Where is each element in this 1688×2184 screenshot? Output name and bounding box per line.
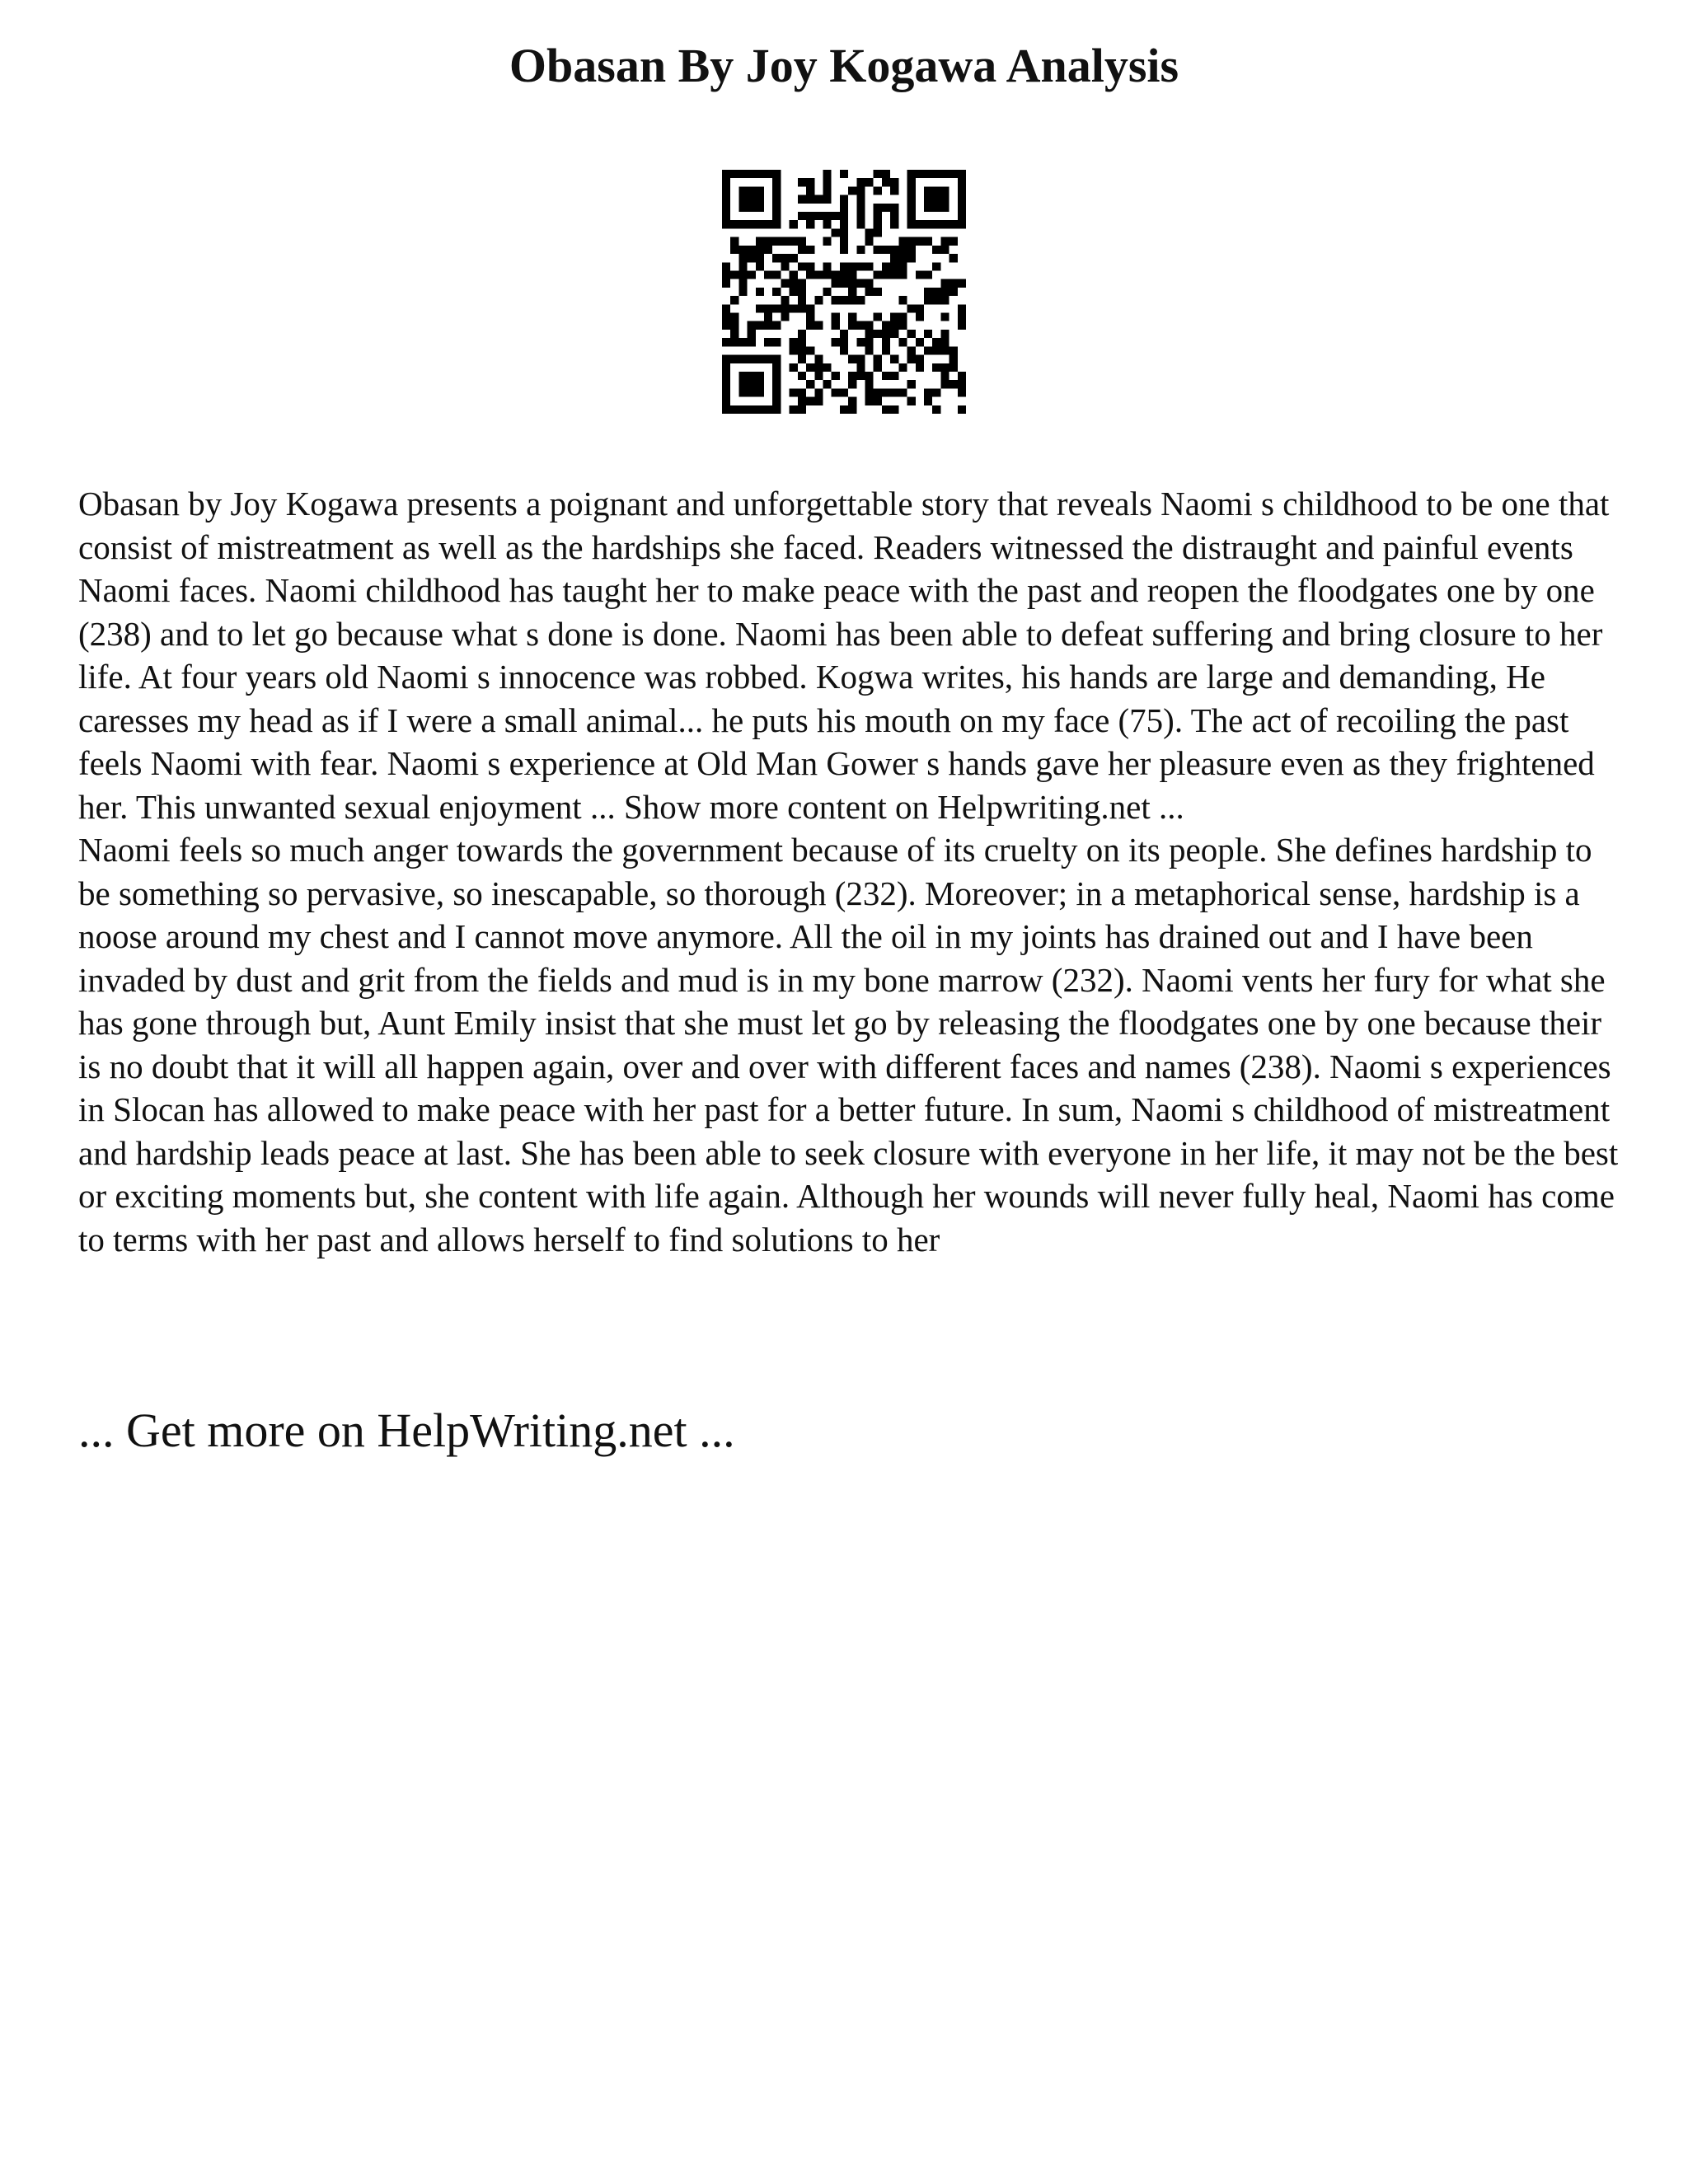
article-body [78, 482, 1628, 1261]
get-more-link[interactable]: ... Get more on HelpWriting.net ... [78, 1404, 735, 1457]
page-title: Obasan By Joy Kogawa Analysis [509, 39, 1179, 92]
qr-code-icon [722, 170, 966, 414]
paragraph-1: Obasan by Joy Kogawa presents a poignant and unforgettable story that reveals Naomi s childhood to be one that consist of mistreatment as well as the hardships she faced. Readers witnessed the distraught and painful events Naomi faces. Naomi childhood has taught her to make peace with the past and reopen the floodgates one by one (238) and to let go because what s done is done. Naomi has been able to defeat suffering and bring closure to her life. At four years old Naomi s innocence was robbed. Kogwa writes, his hands are large and demanding, He caresses my head as if I were a small animal... he puts his mouth on my face (75). The act of recoiling the past feels Naomi with fear. Naomi s experience at Old Man Gower s hands gave her pleasure even as they frightened her. This unwanted sexual enjoyment ... Show more content on Helpwriting.net ... [78, 485, 1610, 826]
paragraph-2: Naomi feels so much anger towards the government because of its cruelty on its people. She defines hardship to be something so pervasive, so inescapable, so thorough (232). Moreover; in a metaphorical sense, hardship is a noose around my chest and I cannot move anymore. All the oil in my joints has drained out and I have been invaded by dust and grit from the fields and mud is in my bone marrow (232). Naomi vents her fury for what she has gone through but, Aunt Emily insist that she must let go by releasing the floodgates one by one because their is no doubt that it will all happen again, over and over with different faces and names (238). Naomi s experiences in Slocan has allowed to make peace with her past for a better future. In sum, Naomi s childhood of mistreatment and hardship leads peace at last. She has been able to seek closure with everyone in her life, it may not be the best or exciting moments but, she content with life again. Although her wounds will never fully heal, Naomi has come to terms with her past and allows herself to find solutions to her [78, 831, 1619, 1258]
